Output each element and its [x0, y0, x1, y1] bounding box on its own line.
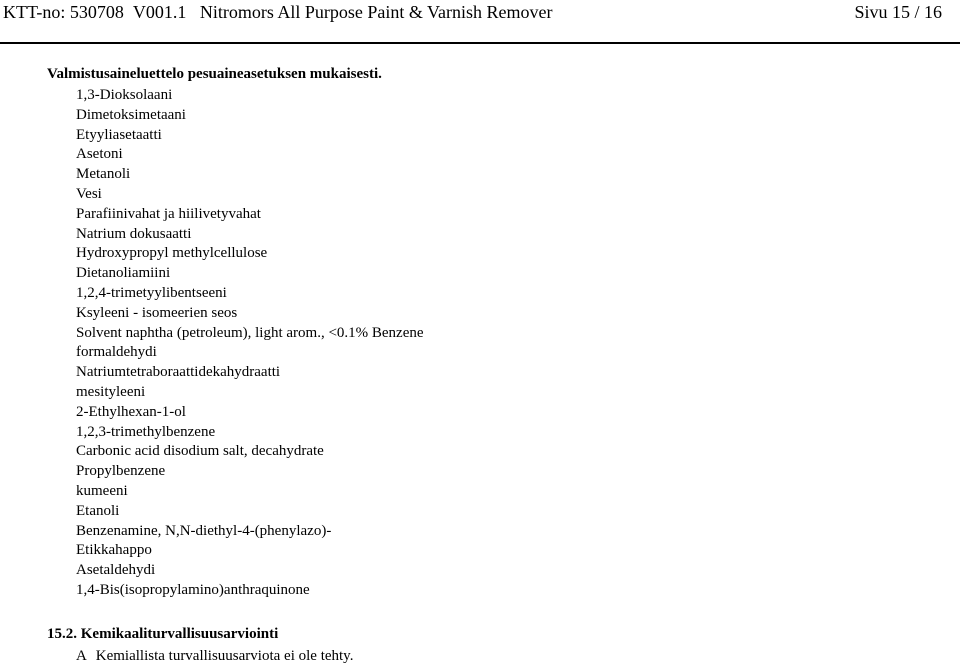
list-item: 2-Ethylhexan-1-ol — [76, 403, 186, 420]
list-item: Carbonic acid disodium salt, decahydrate — [76, 443, 324, 460]
list-item: Natrium dokusaatti — [76, 225, 192, 242]
list-item: Etyyliasetaatti — [76, 126, 162, 143]
list-item: Asetaldehydi — [76, 562, 156, 579]
list-item: Etikkahappo — [76, 542, 152, 559]
list-item: Vesi — [76, 185, 102, 202]
header-left — [3, 0, 553, 24]
doc-code: KTT-no: 530708 — [3, 2, 124, 22]
product-name: Nitromors All Purpose Paint & Varnish Remover — [199, 2, 553, 22]
list-item: Dietanoliamiini — [76, 265, 171, 282]
section-heading: Valmistusaineluettelo pesuaineasetuksen mukaisesti. — [47, 66, 382, 82]
list-item: mesityleeni — [76, 383, 146, 400]
page-header — [0, 0, 960, 24]
list-item: Asetoni — [76, 146, 123, 163]
list-item: 1,4-Bis(isopropylamino)anthraquinone — [76, 581, 310, 598]
list-item: Benzenamine, N,N-diethyl-4-(phenylazo)- — [76, 522, 332, 539]
list-item: kumeeni — [76, 482, 128, 499]
doc-version: V001.1 — [132, 2, 187, 22]
page-number: Sivu 15 / 16 — [854, 2, 942, 22]
list-item: Metanoli — [76, 166, 131, 183]
header-divider — [0, 42, 960, 44]
list-item: 1,2,4-trimetyylibentseeni — [76, 284, 227, 301]
list-item: 1,3-Dioksolaani — [76, 87, 173, 103]
assessment-line — [76, 646, 353, 666]
list-item: Solvent naphtha (petroleum), light arom., <0.1% Benzene — [76, 324, 424, 341]
ingredient-list — [76, 86, 424, 601]
list-item: Natriumtetraboraattidekahydraatti — [76, 364, 281, 381]
list-item: Parafiinivahat ja hiilivetyvahat — [76, 205, 261, 222]
assessment-text: Kemiallista turvallisuusarviota ei ole tehty. — [95, 648, 354, 664]
list-item: Etanoli — [76, 502, 120, 519]
list-item: formaldehydi — [76, 344, 157, 361]
list-item: Dimetoksimetaani — [76, 106, 186, 123]
subsection-heading: 15.2. Kemikaaliturvallisuusarviointi — [47, 626, 279, 642]
assessment-code: A — [76, 648, 87, 664]
list-item: Ksyleeni - isomeerien seos — [76, 304, 238, 321]
list-item: 1,2,3-trimethylbenzene — [76, 423, 216, 440]
list-item: Hydroxypropyl methylcellulose — [76, 245, 268, 262]
list-item: Propylbenzene — [76, 463, 166, 480]
